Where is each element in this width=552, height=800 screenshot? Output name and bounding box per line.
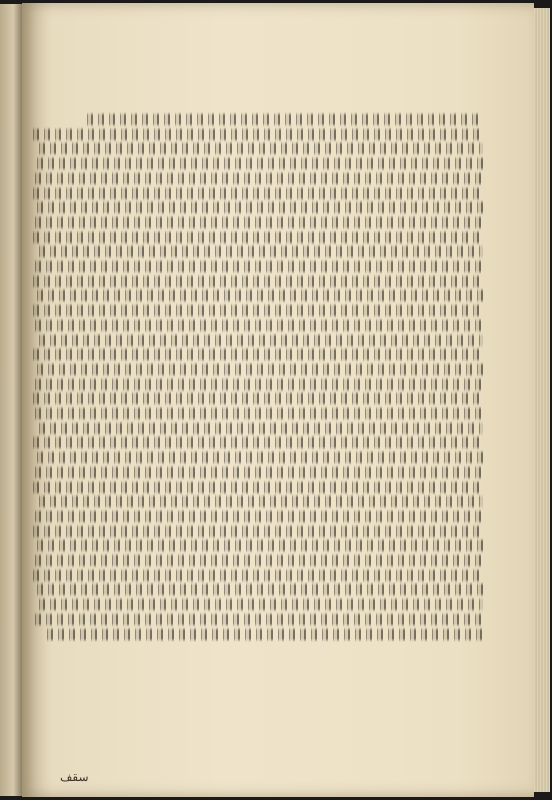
manuscript-line: [31, 127, 483, 142]
manuscript-line: [45, 627, 483, 642]
ink-stroke: [35, 450, 483, 465]
manuscript-line: [31, 480, 483, 495]
manuscript-line: [37, 244, 483, 259]
ink-stroke: [35, 288, 483, 303]
ink-stroke: [37, 333, 483, 348]
ink-stroke: [35, 582, 483, 597]
manuscript-line: [31, 186, 483, 201]
manuscript-line: [35, 288, 483, 303]
manuscript-line: [31, 435, 483, 450]
ink-stroke: [35, 362, 483, 377]
manuscript-line: [35, 450, 483, 465]
ink-stroke: [33, 509, 483, 524]
page-stack-edges: [534, 8, 550, 792]
manuscript-line: [33, 171, 483, 186]
manuscript-line: [31, 568, 483, 583]
manuscript-line: [35, 362, 483, 377]
previous-page-edge: [0, 4, 22, 796]
ink-stroke: [31, 274, 483, 289]
ink-stroke: [37, 494, 483, 509]
ink-stroke: [35, 200, 483, 215]
manuscript-line: [33, 465, 483, 480]
ink-stroke: [33, 553, 483, 568]
ink-stroke: [31, 127, 483, 142]
manuscript-line: [35, 582, 483, 597]
manuscript-line: [31, 391, 483, 406]
ink-stroke: [33, 215, 483, 230]
ink-stroke: [31, 435, 483, 450]
ink-stroke: [31, 186, 483, 201]
text-block: [33, 112, 489, 642]
manuscript-line: [37, 333, 483, 348]
foliation-mark: سقف: [60, 770, 89, 784]
ink-stroke: [31, 391, 483, 406]
manuscript-line: [31, 230, 483, 245]
ink-stroke: [33, 377, 483, 392]
ink-stroke: [33, 171, 483, 186]
manuscript-line: [33, 259, 483, 274]
ink-stroke: [31, 347, 483, 362]
manuscript-line: [33, 553, 483, 568]
manuscript-line: [37, 421, 483, 436]
manuscript-line: [33, 612, 483, 627]
manuscript-line: [31, 347, 483, 362]
ink-stroke: [31, 303, 483, 318]
manuscript-line: [33, 215, 483, 230]
ink-stroke: [31, 524, 483, 539]
manuscript-line: [33, 318, 483, 333]
ink-stroke: [45, 627, 483, 642]
manuscript-line: [31, 524, 483, 539]
manuscript-line: [33, 377, 483, 392]
ink-stroke: [33, 465, 483, 480]
ink-stroke: [33, 612, 483, 627]
manuscript-line: [35, 200, 483, 215]
manuscript-line: [37, 597, 483, 612]
manuscript-line: [31, 274, 483, 289]
ink-stroke: [37, 597, 483, 612]
manuscript-line: [37, 141, 483, 156]
manuscript-line: [35, 538, 483, 553]
manuscript-line: [85, 112, 483, 127]
manuscript-line: [33, 406, 483, 421]
ink-stroke: [33, 259, 483, 274]
ink-stroke: [31, 230, 483, 245]
manuscript-line: [37, 494, 483, 509]
manuscript-line: [35, 156, 483, 171]
ink-stroke: [33, 406, 483, 421]
ink-stroke: [37, 141, 483, 156]
ink-stroke: [31, 568, 483, 583]
manuscript-line: [31, 303, 483, 318]
manuscript-line: [33, 509, 483, 524]
ink-stroke: [35, 156, 483, 171]
ink-stroke: [85, 112, 483, 127]
ink-stroke: [37, 421, 483, 436]
ink-stroke: [37, 244, 483, 259]
ink-stroke: [31, 480, 483, 495]
ink-stroke: [35, 538, 483, 553]
ink-stroke: [33, 318, 483, 333]
